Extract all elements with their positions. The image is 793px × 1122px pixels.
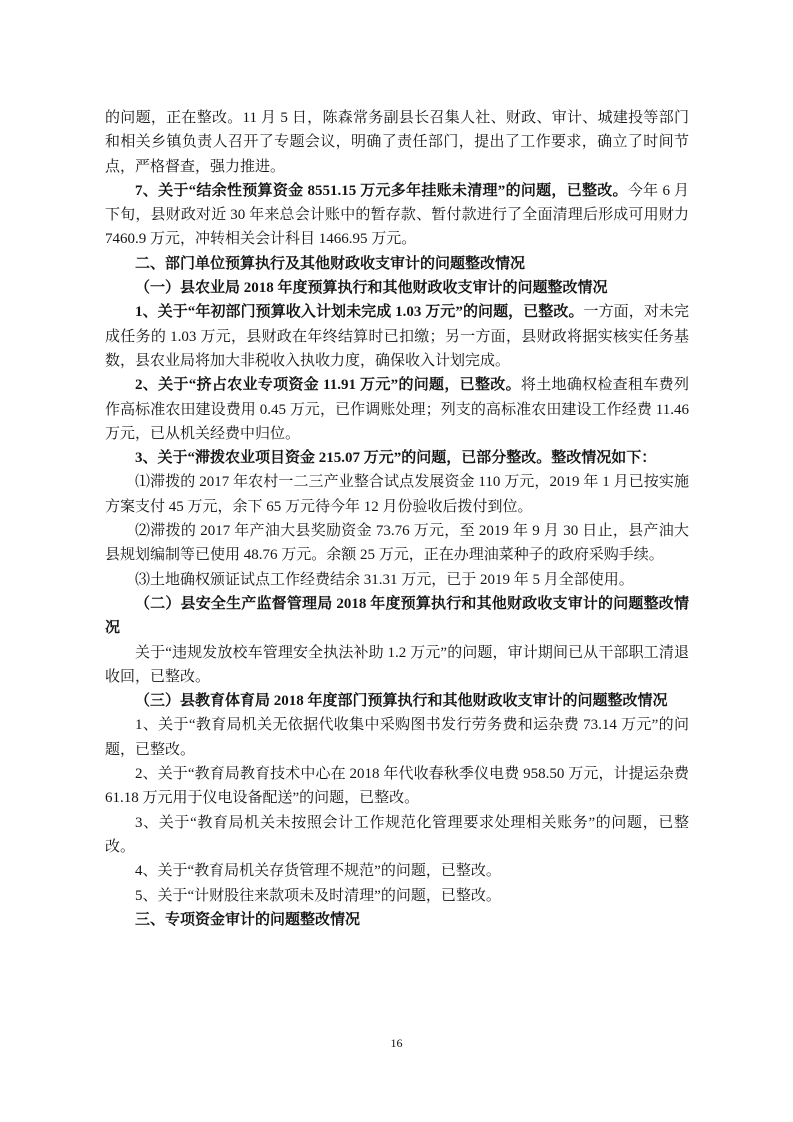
paragraph: [105, 373, 689, 446]
text-segment: 将土地确权检查租车费列作高标准农田建设费用 0.45 万元，已作调账处理；列支的高标准农田建设工作经费 11.46 万元，已从机关经费中归位。: [105, 377, 689, 442]
paragraph: [105, 276, 689, 300]
bold-text-segment: 2、关于“挤占农业专项资金 11.91 万元”的问题，已整改。: [135, 377, 521, 394]
text-segment: ⑶土地确权颁证试点工作经费结余 31.31 万元，已于 2019 年 5 月全部使用。: [135, 571, 634, 588]
text-segment: 4、关于“教育局机关存货管理不规范”的问题，已整改。: [135, 863, 501, 880]
paragraph: [105, 568, 689, 592]
paragraph: [105, 884, 689, 908]
paragraph: [105, 519, 689, 568]
paragraph: [105, 179, 689, 252]
paragraph: [105, 592, 689, 641]
paragraph: [105, 470, 689, 519]
text-segment: ⑴滞拨的 2017 年农村一二三产业整合试点发展资金 110 万元，2019 年 1 月已按实施方案支付 45 万元，余下 65 万元待今年 12 月份验收后拨付到位。: [105, 474, 689, 515]
paragraph: [105, 446, 689, 470]
bold-text-segment: （一）县农业局 2018 年度预算执行和其他财政收支审计的问题整改情况: [135, 280, 608, 297]
bold-text-segment: 二、部门单位预算执行及其他财政收支审计的问题整改情况: [135, 255, 526, 272]
paragraph: [105, 713, 689, 762]
paragraph: [105, 811, 689, 860]
text-segment: 今年 6 月下旬，县财政对近 30 年来总会计账中的暂存款、暂付款进行了全面清理后形成可用财力 7460.9 万元，冲转相关会计科目 1466.95 万元。: [105, 182, 689, 248]
text-segment: ⑵滞拨的 2017 年产油大县奖励资金 73.76 万元，至 2019 年 9 月 30 日止，县产油大县规划编制等已使用 48.76 万元。余额 25 万元，正在办理油菜种子的政府采购手续。: [105, 523, 689, 564]
text-segment: 关于“违规发放校车管理安全执法补助 1.2 万元”的问题，审计期间已从干部职工清退收回，已整改。: [105, 644, 689, 685]
bold-text-segment: 1、关于“年初部门预算收入计划未完成 1.03 万元”的问题，已整改。: [135, 304, 584, 321]
bold-text-segment: 三、专项资金审计的问题整改情况: [135, 911, 361, 928]
paragraph: [105, 252, 689, 276]
text-segment: 5、关于“计财股往来款项未及时清理”的问题，已整改。: [135, 887, 501, 904]
bold-text-segment: （二）县安全生产监督管理局 2018 年度预算执行和其他财政收支审计的问题整改情况: [105, 595, 689, 637]
paragraph: [105, 641, 689, 690]
text-segment: 1、关于“教育局机关无依据代收集中采购图书发行劳务费和运杂费 73.14 万元”的问题，已整改。: [105, 717, 689, 758]
bold-text-segment: 3、关于“滞拨农业项目资金 215.07 万元”的问题，已部分整改。整改情况如下：: [135, 450, 657, 467]
page-number: 16: [390, 1036, 403, 1050]
text-segment: 3、关于“教育局机关未按照会计工作规范化管理要求处理相关账务”的问题，已整改。: [105, 814, 689, 855]
paragraph: [105, 908, 689, 932]
document-body: [105, 106, 689, 932]
paragraph: [105, 689, 689, 713]
text-segment: 的问题，正在整改。11 月 5 日，陈森常务副县长召集人社、财政、审计、城建投等部门和相关乡镇负责人召开了专题会议，明确了责任部门，提出了工作要求，确立了时间节点，严格督查，强力推进。: [105, 110, 689, 175]
bold-text-segment: 7、关于“结余性预算资金 8551.15 万元多年挂账未清理”的问题，已整改。: [135, 182, 628, 199]
text-segment: 一方面，对未完成任务的 1.03 万元，县财政在年终结算时已扣缴；另一方面，县财政将据实核实任务基数，县农业局将加大非税收入执收力度，确保收入计划完成。: [105, 304, 689, 369]
paragraph: [105, 762, 689, 811]
paragraph: [105, 106, 689, 179]
paragraph: [105, 859, 689, 883]
bold-text-segment: （三）县教育体育局 2018 年度部门预算执行和其他财政收支审计的问题整改情况: [135, 693, 668, 710]
paragraph: [105, 300, 689, 373]
text-segment: 2、关于“教育局教育技术中心在 2018 年代收春秋季仪电费 958.50 万元，计提运杂费 61.18 万元用于仪电设备配送”的问题，已整改。: [105, 766, 689, 807]
